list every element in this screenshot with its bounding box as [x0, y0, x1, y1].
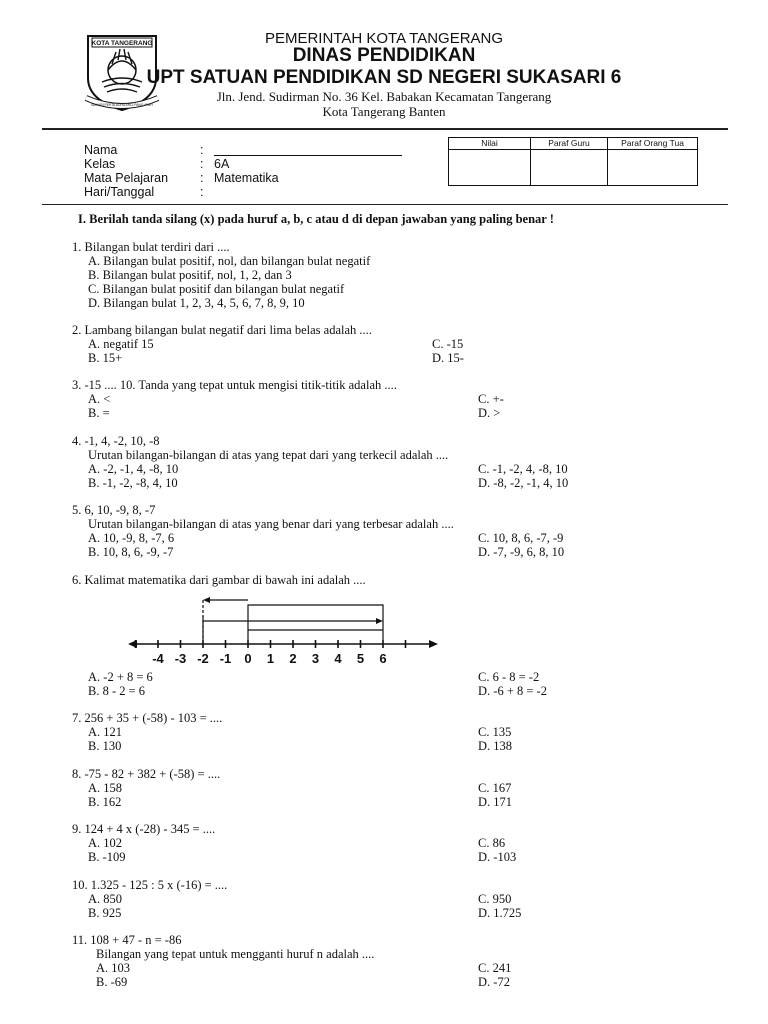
question-option: A. 10, -9, 8, -7, 6 [88, 531, 175, 545]
score-table [448, 137, 698, 186]
question-stem: 4. -1, 4, -2, 10, -8 [72, 434, 160, 448]
axis-right-arrowhead [429, 640, 438, 648]
question-option: B. -1, -2, -8, 4, 10 [88, 476, 178, 490]
question-option: D. > [478, 406, 501, 420]
question-option: A. 850 [88, 892, 123, 906]
question-option: B. 15+ [88, 351, 123, 365]
question-option: B. 925 [88, 906, 122, 920]
question-stem: 6. Kalimat matematika dari gambar di bawah ini adalah .... [72, 573, 366, 587]
question-option: A. 158 [88, 781, 123, 795]
number-line-label: 1 [266, 651, 275, 666]
question-option: C. -1, -2, 4, -8, 10 [478, 462, 568, 476]
question-option: C. 167 [478, 781, 512, 795]
question-option: C. 135 [478, 725, 512, 739]
number-line-label: 0 [244, 651, 252, 666]
question-stem: 5. 6, 10, -9, 8, -7 [72, 503, 156, 517]
question-option: D. -7, -9, 6, 8, 10 [478, 545, 565, 559]
question-subtext: Bilangan yang tepat untuk mengganti huruf n adalah .... [96, 947, 375, 961]
identity-colon: : [200, 171, 204, 185]
question-option: B. = [88, 406, 110, 420]
question-option: A. Bilangan bulat positif, nol, dan bilangan bulat negatif [88, 254, 371, 268]
question-option: D. 15- [432, 351, 464, 365]
identity-label: Nama [84, 143, 118, 157]
score-column [531, 138, 608, 185]
logo-title-text: KOTA TANGERANG [91, 40, 153, 47]
question-option: D. 1.725 [478, 906, 522, 920]
question-option: C. 86 [478, 836, 506, 850]
question-stem: 1. Bilangan bulat terdiri dari .... [72, 240, 230, 254]
score-header: Nilai [449, 138, 530, 150]
question-option: D. -8, -2, -1, 4, 10 [478, 476, 569, 490]
header-government: PEMERINTAH KOTA TANGERANG [264, 30, 504, 47]
identity-value: 6A [214, 157, 230, 171]
score-header: Paraf Guru [531, 138, 607, 150]
question-option: B. Bilangan bulat positif, nol, 1, 2, dan 3 [88, 268, 292, 282]
identity-colon: : [200, 185, 204, 199]
identity-label: Kelas [84, 157, 116, 171]
identity-label: Mata Pelajaran [84, 171, 169, 185]
question-stem: 8. -75 - 82 + 382 + (-58) = .... [72, 767, 221, 781]
question-option: A. negatif 15 [88, 337, 154, 351]
header-school-name: UPT SATUAN PENDIDIKAN SD NEGERI SUKASARI 6 [146, 67, 622, 88]
question-option: D. -72 [478, 975, 510, 989]
question-option: B. 10, 8, 6, -9, -7 [88, 545, 174, 559]
number-line-label: -4 [152, 651, 164, 666]
arrow-lower-head [376, 618, 383, 624]
question-stem: 9. 124 + 4 x (-28) - 345 = .... [72, 822, 216, 836]
question-stem: 2. Lambang bilangan bulat negatif dari lima belas adalah .... [72, 323, 372, 337]
number-line-label: -1 [219, 651, 232, 666]
identity-divider [42, 204, 728, 205]
question-option: A. -2 + 8 = 6 [88, 670, 153, 684]
question-option: B. -69 [96, 975, 128, 989]
number-line-label: 3 [311, 651, 320, 666]
header-address: Jln. Jend. Sudirman No. 36 Kel. Babakan Kecamatan Tangerang [216, 89, 552, 104]
score-column [449, 138, 531, 185]
question-option: C. +- [478, 392, 504, 406]
header-city: Kota Tangerang Banten [322, 104, 446, 119]
number-line-label: -2 [197, 651, 209, 666]
arrow-upper-head [203, 597, 210, 603]
number-line-label: 5 [356, 651, 365, 666]
question-stem: 7. 256 + 35 + (-58) - 103 = .... [72, 711, 223, 725]
header-divider [42, 128, 728, 130]
question-subtext: Urutan bilangan-bilangan di atas yang tepat dari yang terkecil adalah .... [88, 448, 449, 462]
question-subtext: Urutan bilangan-bilangan di atas yang benar dari yang terbesar adalah .... [88, 517, 454, 531]
identity-value: Matematika [214, 171, 279, 185]
identity-colon: : [200, 157, 204, 171]
number-line-diagram [128, 594, 438, 670]
question-option: B. 8 - 2 = 6 [88, 684, 146, 698]
number-line-label: 4 [334, 651, 342, 666]
instruction: I. Berilah tanda silang (x) pada huruf a, b, c atau d di depan jawaban yang paling benar ! [78, 212, 554, 226]
question-option: C. 6 - 8 = -2 [478, 670, 540, 684]
question-stem: 11. 108 + 47 - n = -86 [72, 933, 182, 947]
score-header: Paraf Orang Tua [608, 138, 697, 150]
question-option: C. 241 [478, 961, 512, 975]
question-option: D. Bilangan bulat 1, 2, 3, 4, 5, 6, 7, 8, 9, 10 [88, 296, 305, 310]
question-option: A. 121 [88, 725, 123, 739]
question-option: B. -109 [88, 850, 126, 864]
question-option: D. 138 [478, 739, 513, 753]
logo-motto-text: BAHARI PERTA ADHA ARCI PANG AYAH [91, 103, 153, 107]
question-stem: 10. 1.325 - 125 : 5 x (-16) = .... [72, 878, 228, 892]
number-line-label: -3 [174, 651, 187, 666]
question-option: B. 162 [88, 795, 122, 809]
identity-label: Hari/Tanggal [84, 185, 155, 199]
question-option: D. -6 + 8 = -2 [478, 684, 547, 698]
question-option: D. 171 [478, 795, 513, 809]
question-option: C. -15 [432, 337, 464, 351]
question-option: A. 102 [88, 836, 123, 850]
header-department: DINAS PENDIDIKAN [292, 45, 476, 66]
identity-colon: : [200, 143, 204, 157]
number-line-label: 6 [379, 651, 387, 666]
question-option: A. 103 [96, 961, 131, 975]
score-column [608, 138, 697, 185]
number-line-label: 2 [289, 651, 297, 666]
question-option: C. 950 [478, 892, 512, 906]
question-option: C. Bilangan bulat positif dan bilangan bulat negatif [88, 282, 345, 296]
question-option: C. 10, 8, 6, -7, -9 [478, 531, 564, 545]
question-option: B. 130 [88, 739, 122, 753]
question-option: A. -2, -1, 4, -8, 10 [88, 462, 179, 476]
question-option: A. < [88, 392, 111, 406]
question-stem: 3. -15 .... 10. Tanda yang tepat untuk mengisi titik-titik adalah .... [72, 378, 397, 392]
number-line-bracket [248, 605, 383, 640]
question-option: D. -103 [478, 850, 517, 864]
name-blank-line [214, 155, 402, 156]
